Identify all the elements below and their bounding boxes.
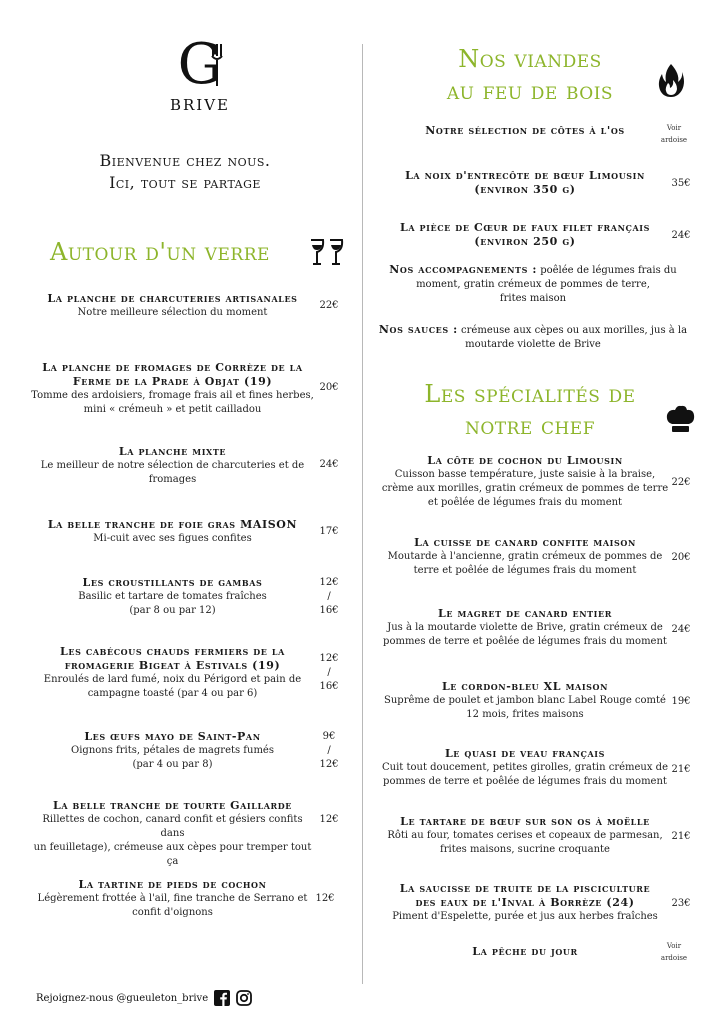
price-small: 9€ xyxy=(322,731,336,742)
item-name: La cuisse de canard confite maison xyxy=(414,536,636,549)
item-name: (environ 250 g) xyxy=(474,235,576,248)
note-line-1: Voir xyxy=(666,124,682,132)
menu-item xyxy=(380,945,670,959)
item-price xyxy=(314,576,344,618)
menu-item xyxy=(30,730,315,772)
item-desc: Mi-cuit avec ses figues confites xyxy=(93,533,252,544)
menu-item xyxy=(380,607,670,649)
item-price: 12€ xyxy=(319,814,339,825)
item-name: La noix d'entrecôte de bœuf Limousin xyxy=(405,169,645,182)
item-name: Les croustillants de gambas xyxy=(82,576,263,589)
item-desc: Cuit tout doucement, petites girolles, gratin crémeux de xyxy=(381,762,668,773)
item-price xyxy=(314,652,344,694)
item-name: La belle tranche de foie gras MAISON xyxy=(47,518,298,531)
price-small: 12€ xyxy=(319,577,339,588)
item-price: 12€ xyxy=(315,893,335,904)
item-name: La planche de charcuteries artisanales xyxy=(47,292,298,305)
item-desc: Tomme des ardoisiers, fromage frais ail et fines herbes, xyxy=(31,390,314,401)
item-price: 24€ xyxy=(319,459,339,470)
sauces-label: Nos sauces : xyxy=(378,323,458,336)
menu-item xyxy=(30,645,315,701)
item-price xyxy=(314,730,344,772)
logo xyxy=(150,32,250,114)
item-price: 35€ xyxy=(671,178,691,189)
meats-title-line-2: au feu de bois xyxy=(446,77,614,105)
selection-label: Notre sélection de côtes à l'os xyxy=(425,124,625,137)
item-desc: Rôti au four, tomates cerises et copeaux de parmesan, xyxy=(387,830,663,841)
item-desc: fromages xyxy=(148,474,197,485)
meats-title-line-1: Nos viandes xyxy=(458,45,602,73)
item-desc: Moutarde à l'ancienne, gratin crémeux de pommes de xyxy=(387,551,663,562)
menu-item xyxy=(380,680,670,722)
menu-item xyxy=(30,445,315,487)
item-desc: (par 8 ou par 12) xyxy=(129,605,216,616)
menu-item xyxy=(30,361,315,417)
sauces-text: crémeuse aux cèpes ou aux morilles, jus à la xyxy=(461,325,688,336)
item-desc: Le meilleur de notre sélection de charcuteries et de xyxy=(40,460,305,471)
item-desc: pommes de terre et poêlée de légumes frais du moment xyxy=(383,636,667,647)
item-desc: crème aux morilles, gratin crémeux de pommes de terre xyxy=(381,483,669,494)
logo-city: BRIVE xyxy=(169,96,231,114)
footer xyxy=(36,990,252,1006)
item-price: 20€ xyxy=(319,382,339,393)
item-name: Le magret de canard entier xyxy=(438,607,612,620)
item-desc: terre et poêlée de légumes frais du moment xyxy=(413,565,637,576)
item-desc: Basilic et tartare de tomates fraîches xyxy=(78,591,267,602)
item-price: 23€ xyxy=(671,898,691,909)
chef-hat-icon xyxy=(664,404,696,434)
item-name: La tartine de pieds de cochon xyxy=(78,878,267,891)
item-name: La saucisse de truite de la pisciculture xyxy=(399,882,651,895)
item-name: (environ 350 g) xyxy=(474,183,576,196)
menu-item xyxy=(380,221,670,249)
item-name: Le quasi de veau français xyxy=(444,747,606,760)
sauces-text: moutarde violette de Brive xyxy=(465,339,601,350)
item-name: La pêche du jour xyxy=(472,945,578,958)
item-name: Le tartare de bœuf sur son os à moëlle xyxy=(400,815,650,828)
item-price: 21€ xyxy=(671,831,691,842)
welcome-line-2: Ici, tout se partage xyxy=(109,173,261,192)
item-desc: Enroulés de lard fumé, noix du Périgord et pain de xyxy=(43,674,302,685)
item-desc: pommes de terre et poêlée de légumes frais du moment xyxy=(383,776,667,787)
item-desc: (par 4 ou par 8) xyxy=(132,759,213,770)
item-desc: Suprême de poulet et jambon blanc Label Rouge comté xyxy=(384,695,666,706)
sides-line xyxy=(378,263,688,306)
menu-item xyxy=(30,799,315,869)
sauces-line xyxy=(378,323,688,352)
menu-item xyxy=(380,747,670,789)
item-price: 22€ xyxy=(671,477,691,488)
footer-text: Rejoignez-nous @gueuleton_brive xyxy=(36,992,209,1004)
item-name: La pièce de Cœur de faux filet français xyxy=(399,221,650,234)
item-name: La planche mixte xyxy=(118,445,227,458)
price-large: 12€ xyxy=(319,759,339,770)
item-name: Le cordon-bleu XL maison xyxy=(441,680,609,693)
price-separator: / xyxy=(327,745,331,756)
item-desc: Piment d'Espelette, purée et jus aux herbes fraîches xyxy=(392,911,658,922)
item-price: 24€ xyxy=(671,230,691,241)
item-desc: Notre meilleure sélection du moment xyxy=(77,307,268,318)
item-price: 19€ xyxy=(671,696,691,707)
item-name: Ferme de la Prade à Objat (19) xyxy=(72,375,273,388)
price-large: 16€ xyxy=(319,605,339,616)
menu-item xyxy=(380,169,670,197)
logo-letter xyxy=(177,32,223,97)
chef-title-line-1: Les spécialités de xyxy=(424,380,636,408)
item-name: La côte de cochon du Limousin xyxy=(427,454,623,467)
item-name: La planche de fromages de Corrèze de la xyxy=(42,361,303,374)
item-name: Les œufs mayo de Saint-Pan xyxy=(84,730,261,743)
item-desc: Cuisson basse température, juste saisie à la braise, xyxy=(394,469,656,480)
item-price: 20€ xyxy=(671,552,691,563)
logo-letter-text: G xyxy=(177,32,223,97)
item-price: 22€ xyxy=(319,300,339,311)
welcome-line-1: Bienvenue chez nous. xyxy=(99,151,271,170)
sides-text: poêlée de légumes frais du xyxy=(540,265,677,276)
menu-item xyxy=(30,518,315,546)
chef-section-title xyxy=(410,378,650,442)
item-desc: Oignons frits, pétales de magrets fumés xyxy=(71,745,274,756)
item-desc: et poêlée de légumes frais du moment xyxy=(427,497,623,508)
item-desc: frites maisons, sucrine croquante xyxy=(440,844,610,855)
aperitif-section-title: Autour d'un verre xyxy=(50,238,270,266)
price-separator: / xyxy=(327,667,331,678)
menu-item xyxy=(30,576,315,618)
item-name: Les cabécous chauds fermiers de la xyxy=(60,645,285,658)
sides-text: frites maison xyxy=(499,293,567,304)
chef-title-line-2: notre chef xyxy=(464,412,596,440)
sides-text: moment, gratin crémeux de pommes de terre, xyxy=(416,279,650,290)
menu-item xyxy=(380,454,670,510)
price-small: 12€ xyxy=(319,653,339,664)
menu-item xyxy=(380,882,670,924)
wine-glasses-icon xyxy=(308,238,346,268)
menu-item xyxy=(380,536,670,578)
item-price: 17€ xyxy=(319,526,339,537)
menu-item xyxy=(380,815,670,857)
ardoise-note xyxy=(654,122,694,146)
item-desc: Légèrement frottée à l'ail, fine tranche de Serrano et xyxy=(37,893,308,904)
flame-icon xyxy=(656,62,686,98)
note-line-1: Voir xyxy=(666,942,682,950)
item-desc: 12 mois, frites maisons xyxy=(466,709,584,720)
item-price: 24€ xyxy=(671,624,691,635)
menu-item xyxy=(30,878,315,920)
meats-section-title xyxy=(410,43,650,107)
item-name: fromagerie Bigeat à Estivals (19) xyxy=(64,659,281,672)
item-name: des eaux de l'Inval à Borrèze (24) xyxy=(415,896,635,909)
welcome-text xyxy=(60,150,310,194)
column-divider xyxy=(362,44,363,984)
price-large: 16€ xyxy=(319,681,339,692)
selection-line xyxy=(380,124,670,139)
fork-icon xyxy=(208,42,232,88)
item-desc: campagne toasté (par 4 ou par 6) xyxy=(87,688,258,699)
note-line-2: ardoise xyxy=(660,136,688,144)
item-price: 21€ xyxy=(671,764,691,775)
item-name: La belle tranche de tourte Gaillarde xyxy=(52,799,293,812)
item-desc: Rillettes de cochon, canard confit et gésiers confits dans xyxy=(42,814,303,839)
item-desc: confit d'oignons xyxy=(132,907,213,918)
menu-item xyxy=(30,292,315,320)
item-desc: un feuilletage), crémeuse aux cèpes pour tremper tout ça xyxy=(33,842,312,867)
facebook-icon[interactable] xyxy=(214,990,230,1006)
sides-label: Nos accompagnements : xyxy=(389,263,538,276)
instagram-icon[interactable] xyxy=(236,990,252,1006)
ardoise-note xyxy=(654,940,694,964)
item-desc: mini « crémeuh » et petit cailladou xyxy=(83,404,262,415)
note-line-2: ardoise xyxy=(660,954,688,962)
item-desc: Jus à la moutarde violette de Brive, gratin crémeux de xyxy=(387,622,663,633)
price-separator: / xyxy=(327,591,331,602)
